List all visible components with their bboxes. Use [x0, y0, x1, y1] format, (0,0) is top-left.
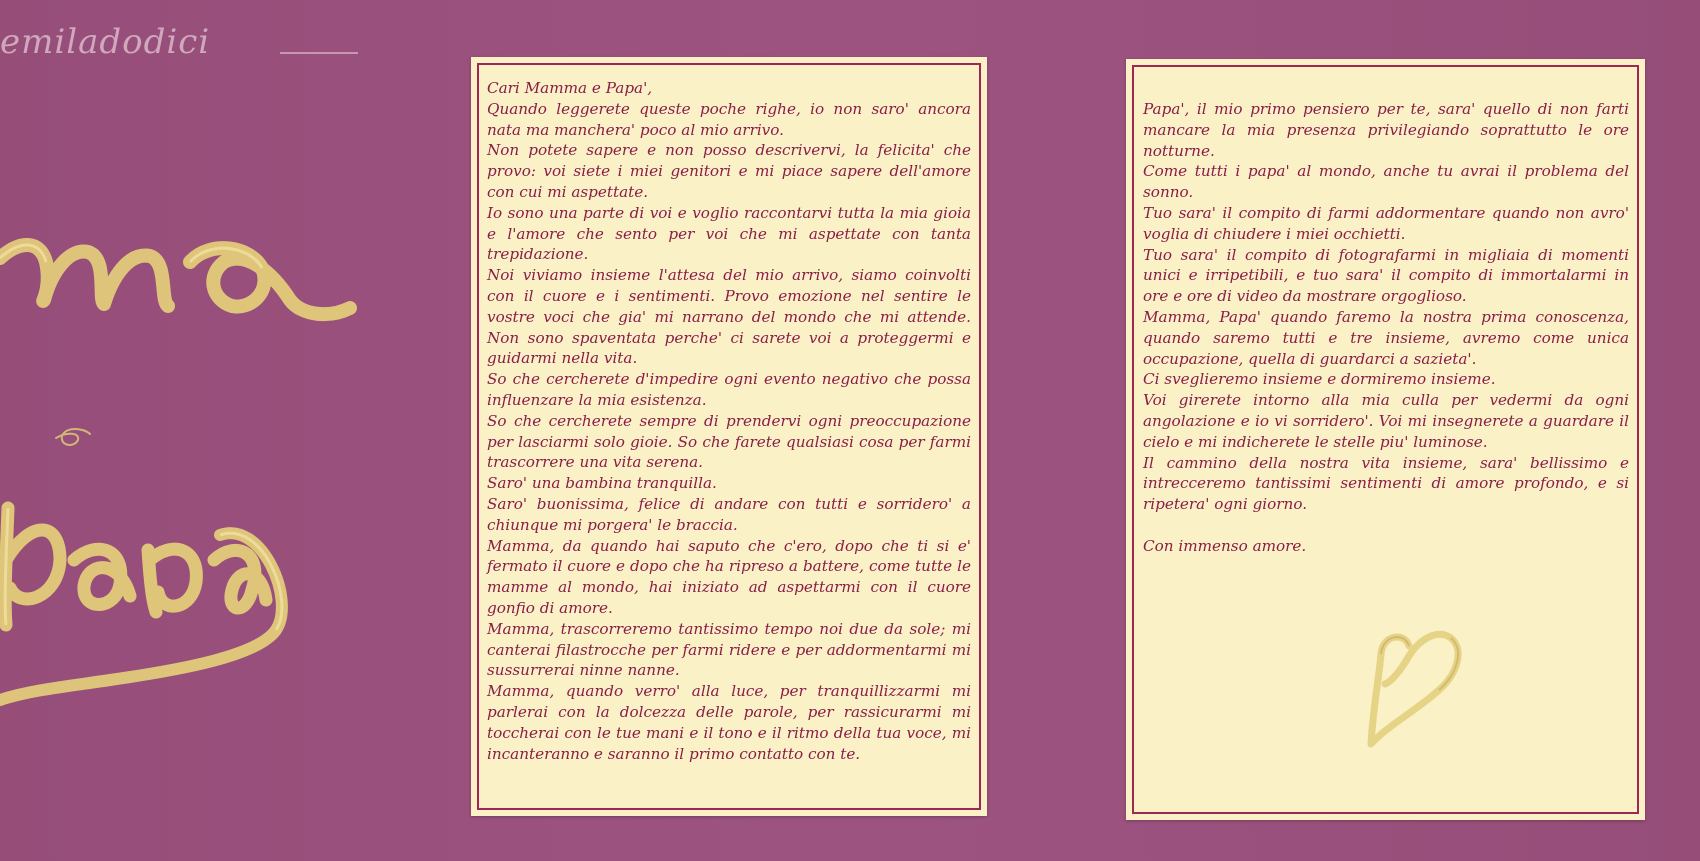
letter-right-paragraph: Ci sveglieremo insieme e dormiremo insieme. — [1143, 370, 1496, 389]
letter-right-paragraph: Papa', il mio primo pensiero per te, sara' quello di non farti mancare la mia presenza privilegiando soprattutto le ore notturne. — [1143, 100, 1629, 160]
letter-right-paragraph: Come tutti i papa' al mondo, anche tu avrai il problema del sonno. — [1143, 162, 1629, 202]
letter-right-paragraph: Tuo sara' il compito di fotografarmi in migliaia di momenti unici e irripetibili, e tuo sara' il compito di immortalarmi in ore e ore di video da mostrare orgoglioso. — [1143, 245, 1629, 306]
cover-top-text: emiladodici — [0, 22, 211, 62]
letter-left-paragraph: Cari Mamma e Papa', — [487, 79, 653, 97]
cover-word-papa — [5, 508, 266, 625]
letter-text-left — [487, 78, 971, 764]
cover-word-e — [56, 429, 90, 445]
cover-brush-swoosh — [0, 533, 282, 700]
letter-left-paragraph: Saro' una bambina tranquilla. — [487, 474, 717, 493]
letter-right-paragraph: Voi girerete intorno alla mia culla per vedermi da ogni angolazione e io vi sorridero'. Voi mi insegnerete a guardare il cielo e mi indicherete le stelle piu' luminose. — [1143, 391, 1629, 451]
letter-closing: Con immenso amore. — [1143, 536, 1307, 555]
letter-left-paragraph: Noi viviamo insieme l'attesa del mio arrivo, siamo coinvolti con il cuore e i sentimenti. Provo emozione nel sentire le vostre voci che gia' mi narrano del mondo che mi attende. Non sono spaventata perche' ci sarete voi a proteggermi e guidarmi nella vita. — [487, 266, 971, 368]
letter-left-paragraph: Quando leggerete queste poche righe, io non saro' ancora nata ma manchera' poco al mio arrivo. — [487, 99, 971, 139]
letter-text-right — [1143, 99, 1629, 557]
letter-left-paragraph: So che cercherete sempre di prendervi ogni preoccupazione per lasciarmi solo gioie. So che farete qualsiasi cosa per farmi trascorrere una vita serena. — [487, 411, 971, 472]
letter-panel-left — [471, 57, 987, 816]
heart-signature-icon — [1361, 626, 1471, 756]
letter-left-paragraph: Mamma, trascorreremo tantissimo tempo noi due da sole; mi canterai filastrocche per farmi ridere e per addormentarmi mi sussurrerai ninne nanne. — [487, 619, 971, 680]
cover-word-mamma — [0, 245, 350, 314]
letter-left-paragraph: Mamma, quando verro' alla luce, per tranquillizzarmi mi parlerai con la dolcezza delle parole, per rassicurarmi mi toccherai con le tue mani e il tono e il ritmo della tua voce, mi incanteranno e saranno il primo contatto con te. — [487, 682, 971, 763]
letter-left-paragraph: So che cercherete d'impedire ogni evento negativo che possa influenzare la mia esistenza. — [487, 370, 971, 409]
letter-right-paragraph: Mamma, Papa' quando faremo la nostra prima conoscenza, quando saremo tutti e tre insieme, avremo come unica occupazione, quella di guardarci a sazieta'. — [1143, 307, 1629, 368]
letter-right-paragraph: Il cammino della nostra vita insieme, sara' bellissimo e intrecceremo tantissimi sentimenti di amore profondo, e si ripetera' ogni giorno. — [1143, 453, 1629, 514]
letter-left-paragraph: Io sono una parte di voi e voglio raccontarvi tutta la mia gioia e l'amore che sento per voi che mi aspettate con tanta trepidazione. — [487, 203, 971, 264]
letter-left-paragraph: Mamma, da quando hai saputo che c'ero, dopo che ti si e' fermato il cuore e dopo che ha ripreso a battere, come tutte le mamme al mondo, hai iniziato ad aspettarmi con il cuore gonfio di amore. — [487, 536, 971, 617]
letter-panel-right — [1126, 59, 1645, 820]
cover-brush-lettering — [0, 0, 470, 861]
letter-left-paragraph: Saro' buonissima, felice di andare con tutti e sorridero' a chiunque mi porgera' le braccia. — [487, 494, 971, 534]
letter-right-paragraph: Tuo sara' il compito di farmi addormentare quando non avro' voglia di chiudere i miei occhietti. — [1143, 203, 1629, 243]
letter-left-paragraph: Non potete sapere e non posso descrivervi, la felicita' che provo: voi siete i miei genitori e mi piace sapere dell'amore con cui mi aspettate. — [487, 141, 971, 201]
